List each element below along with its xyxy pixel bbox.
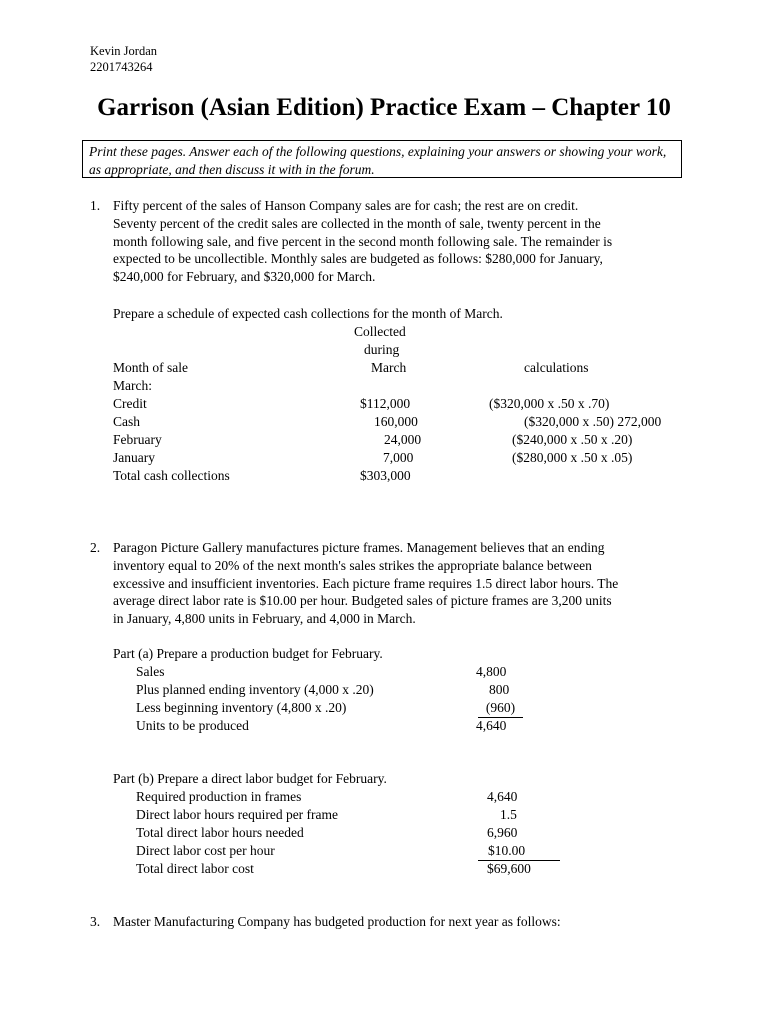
q2b-row-label: Total direct labor hours needed <box>136 825 304 840</box>
q2a-row-label: Plus planned ending inventory (4,000 x .20) <box>136 682 374 697</box>
q1-row-calc: ($280,000 x .50 x .05) <box>512 450 633 465</box>
q2b-row-value: 1.5 <box>500 807 517 822</box>
q1-row-label: Total cash collections <box>113 468 230 483</box>
q1-prompt: Prepare a schedule of expected cash collections for the month of March. <box>113 306 503 321</box>
q2b-row-label: Direct labor cost per hour <box>136 843 275 858</box>
q1-row-label: Cash <box>113 414 140 429</box>
q2a-row-value: 800 <box>489 682 510 697</box>
question-3-text: Master Manufacturing Company has budgeted production for next year as follows: <box>113 914 561 929</box>
q1-line: $240,000 for February, and $320,000 for March. <box>113 269 376 285</box>
q2-line: excessive and insufficient inventories. Each picture frame requires 1.5 direct labor hours. The <box>113 575 619 591</box>
q2b-row-value: 4,640 <box>487 789 518 804</box>
q1-line: Seventy percent of the credit sales are collected in the month of sale, twenty percent in the <box>113 215 601 231</box>
q1-header-march: March <box>371 360 407 375</box>
q2-line: inventory equal to 20% of the next month's sales strikes the appropriate balance between <box>113 557 592 573</box>
question-3-number: 3. <box>90 914 101 929</box>
q1-row-calc: ($320,000 x .50) 272,000 <box>524 414 662 429</box>
q1-row-label: January <box>113 450 155 465</box>
q1-header-during: during <box>364 342 400 357</box>
q1-row-calc: ($320,000 x .50 x .70) <box>489 396 610 411</box>
q2-line: in January, 4,800 units in February, and 4,000 in March. <box>113 611 416 627</box>
q1-march-label: March: <box>113 378 152 393</box>
q2a-row-value: 4,640 <box>476 718 507 733</box>
q1-row-amount: 160,000 <box>374 414 418 429</box>
q1-line: Fifty percent of the sales of Hanson Company sales are for cash; the rest are on credit. <box>113 198 579 213</box>
q2b-row-label: Total direct labor cost <box>136 861 254 876</box>
page-title: Garrison (Asian Edition) Practice Exam – Chapter 10 <box>97 94 671 121</box>
question-2-text <box>113 539 618 628</box>
q2a-row-label: Less beginning inventory (4,800 x .20) <box>136 700 347 715</box>
q1-row-amount: 24,000 <box>384 432 422 447</box>
q1-header-month: Month of sale <box>113 360 188 375</box>
q2a-row-label: Units to be produced <box>136 718 249 733</box>
q2-part-a-title: Part (a) Prepare a production budget for February. <box>113 646 383 661</box>
q1-row-calc: ($240,000 x .50 x .20) <box>512 432 633 447</box>
instructions-box: Print these pages. Answer each of the following questions, explaining your answers or showing your work, as appropriate, and then discuss it with in the forum. <box>82 140 682 178</box>
question-2-number: 2. <box>90 540 101 555</box>
q2a-row-value: (960) <box>478 699 523 718</box>
q1-row-label: Credit <box>113 396 147 411</box>
q2-part-b-title: Part (b) Prepare a direct labor budget for February. <box>113 771 387 786</box>
question-1-number: 1. <box>90 198 101 213</box>
q1-line: month following sale, and five percent in the second month following sale. The remainder is <box>113 233 613 249</box>
q1-row-label: February <box>113 432 162 447</box>
q1-row-amount: $112,000 <box>360 396 411 411</box>
q1-row-amount: $303,000 <box>360 468 411 483</box>
q1-header-collected: Collected <box>354 324 406 339</box>
q2a-row-label: Sales <box>136 664 165 679</box>
q1-row-amount: 7,000 <box>383 450 414 465</box>
q2a-row-value: 4,800 <box>476 664 507 679</box>
question-1-text <box>113 197 612 286</box>
q1-header-calculations: calculations <box>524 360 589 375</box>
q2b-row-value: $69,600 <box>487 861 531 876</box>
q2b-row-label: Required production in frames <box>136 789 302 804</box>
author-name: Kevin Jordan <box>90 44 157 58</box>
q2b-row-value: 6,960 <box>487 825 518 840</box>
q2b-row-label: Direct labor hours required per frame <box>136 807 339 822</box>
author-id: 2201743264 <box>90 60 153 74</box>
q2-line: Paragon Picture Gallery manufactures picture frames. Management believes that an ending <box>113 540 605 555</box>
q2-line: average direct labor rate is $10.00 per hour. Budgeted sales of picture frames are 3,200 units <box>113 593 612 609</box>
q1-line: expected to be uncollectible. Monthly sales are budgeted as follows: $280,000 for January, <box>113 251 603 267</box>
q2b-row-value: $10.00 <box>478 842 560 861</box>
